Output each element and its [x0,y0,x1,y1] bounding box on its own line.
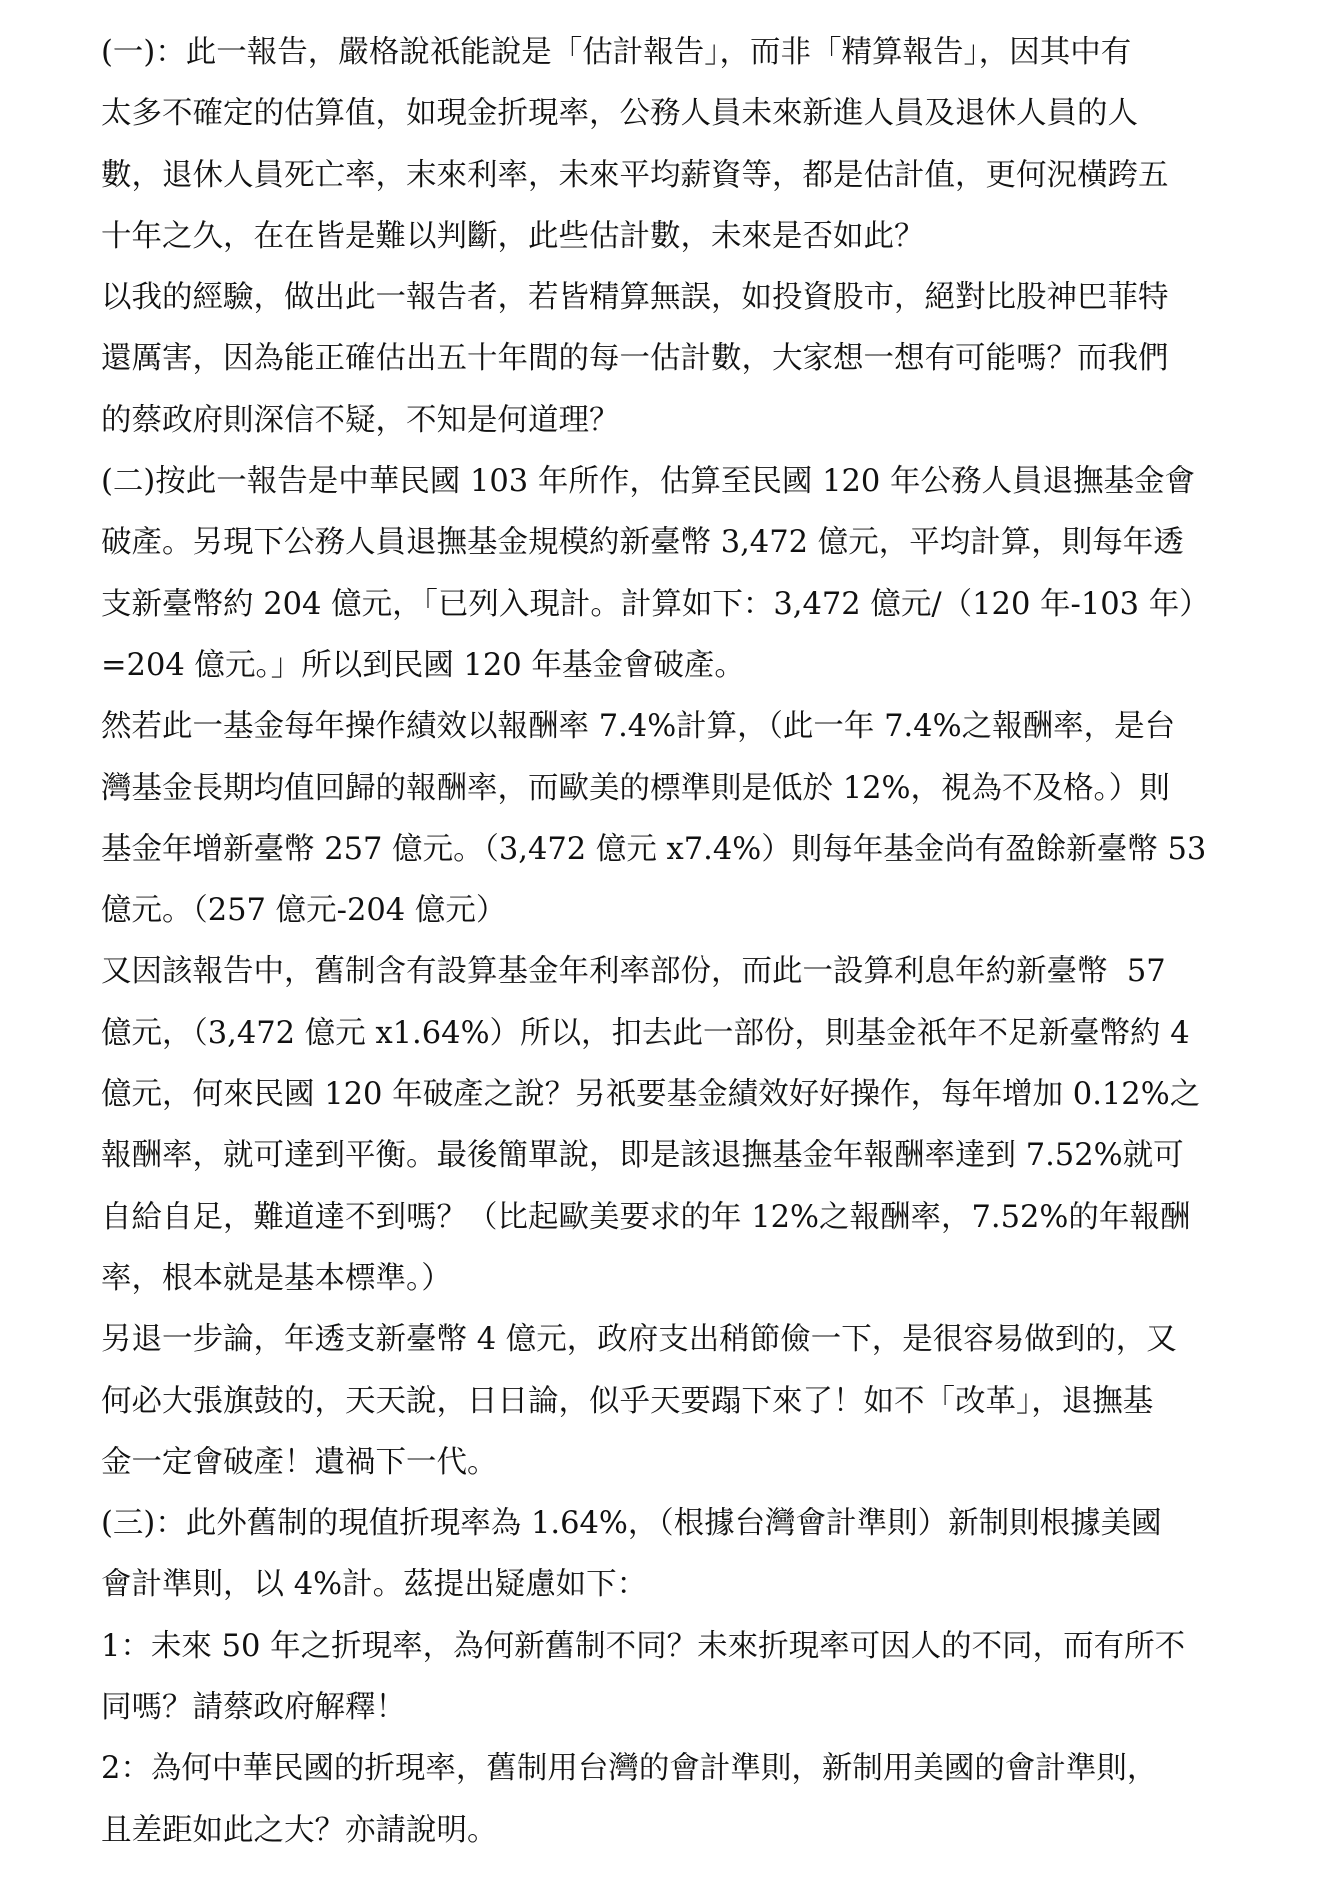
text-line: 還厲害，因為能正確估出五十年間的每一估計數，大家想一想有可能嗎？而我們 [101,341,1169,377]
paragraph-question-1 [101,1616,1261,1739]
paragraph-section-2 [101,451,1261,696]
text-line: 太多不確定的估算值，如現金折現率，公務人員未來新進人員及退休人員的人 [101,96,1138,132]
text-line: 灣基金長期均值回歸的報酬率，而歐美的標準則是低於 12%，視為不及格。）則 [101,770,1170,806]
text-line: 何必大張旗鼓的，天天說，日日論，似乎天要蹋下來了！如不「改革」，退撫基 [101,1383,1154,1419]
text-line: 1：未來 50 年之折現率，為何新舊制不同？未來折現率可因人的不同，而有所不 [101,1628,1186,1664]
paragraph-section-2-return [101,696,1261,941]
text-line: 十年之久，在在皆是難以判斷，此些估計數，未來是否如此？ [101,218,925,254]
text-line: 數，退休人員死亡率，末來利率，未來平均薪資等，都是估計值，更何況橫跨五 [101,157,1169,193]
text-line: 億元。（257 億元-204 億元） [101,893,507,929]
text-line: 破產。另現下公務人員退撫基金規模約新臺幣 3,472 億元，平均計算，則每年透 [101,525,1184,561]
text-line: 且差距如此之大？亦請說明。 [101,1812,498,1848]
text-line: =204 億元。」所以到民國 120 年基金會破產。 [101,647,745,683]
text-line: 支新臺幣約 204 億元，「已列入現計。計算如下：3,472 億元/（120 年-103 年） [101,586,1210,622]
text-line: 同嗎？請蔡政府解釋！ [101,1690,406,1726]
paragraph-section-1-comment [101,267,1261,451]
paragraph-section-2-interest [101,941,1261,1309]
text-line: 2：為何中華民國的折現率，舊制用台灣的會計準則，新制用美國的會計準則， [101,1751,1158,1787]
text-line: 自給自足，難道達不到嗎？（比起歐美要求的年 12%之報酬率，7.52%的年報酬 [101,1199,1191,1235]
text-line: 以我的經驗，做出此一報告者，若皆精算無誤，如投資股市，絕對比股神巴菲特 [101,280,1169,316]
paragraph-section-3 [101,1493,1261,1616]
text-line: 報酬率，就可達到平衡。最後簡單說，即是該退撫基金年報酬率達到 7.52%就可 [101,1138,1184,1174]
paragraph-section-2-conclusion [101,1309,1261,1493]
text-line: 然若此一基金每年操作績效以報酬率 7.4%計算，（此一年 7.4%之報酬率，是台 [101,709,1176,745]
text-line: 另退一步論，年透支新臺幣 4 億元，政府支出稍節儉一下，是很容易做到的，又 [101,1322,1177,1358]
text-line: 率，根本就是基本標準。） [101,1260,452,1296]
text-line: 基金年增新臺幣 257 億元。（3,472 億元 x7.4%）則每年基金尚有盈餘新臺幣 53 [101,831,1207,867]
document-body [101,22,1261,1861]
text-line: (一)：此一報告，嚴格說祇能說是「估計報告」，而非「精算報告」，因其中有 [101,35,1132,70]
paragraph-question-2 [101,1738,1261,1861]
paragraph-section-1 [101,22,1261,267]
text-line: 會計準則，以 4%計。茲提出疑慮如下： [101,1567,648,1603]
text-line: 億元，（3,472 億元 x1.64%）所以，扣去此一部份，則基金祇年不足新臺幣約 4 [101,1015,1190,1051]
text-line: 又因該報告中，舊制含有設算基金年利率部份，而此一設算利息年約新臺幣 57 [101,954,1166,990]
text-line: (三)：此外舊制的現值折現率為 1.64%，（根據台灣會計準則）新制則根據美國 [101,1506,1162,1542]
text-line: 億元，何來民國 120 年破產之說？另祇要基金績效好好操作，每年增加 0.12%之 [101,1077,1201,1113]
text-line: 金一定會破產！遺禍下一代。 [101,1444,498,1480]
text-line: (二)按此一報告是中華民國 103 年所作，估算至民國 120 年公務人員退撫基金會 [101,464,1196,500]
text-line: 的蔡政府則深信不疑，不知是何道理？ [101,402,620,438]
